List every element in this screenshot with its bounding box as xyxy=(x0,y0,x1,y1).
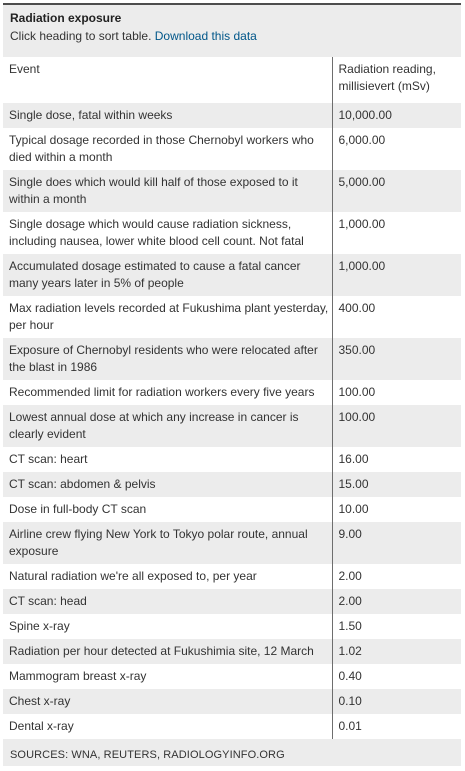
event-cell: Single does which would kill half of those exposed to it within a month xyxy=(3,170,332,212)
column-header-reading[interactable]: Radiation reading, millisievert (mSv) xyxy=(332,57,461,103)
reading-cell: 15.00 xyxy=(332,472,461,497)
table-row xyxy=(3,170,461,212)
reading-cell: 1.02 xyxy=(332,639,461,664)
table-row xyxy=(3,338,461,380)
reading-cell: 1,000.00 xyxy=(332,212,461,254)
widget-header xyxy=(3,5,461,57)
table-row xyxy=(3,714,461,739)
subtitle xyxy=(10,28,454,44)
event-cell: Radiation per hour detected at Fukushimia site, 12 March xyxy=(3,639,332,664)
event-cell: Single dose, fatal within weeks xyxy=(3,103,332,128)
reading-cell: 2.00 xyxy=(332,589,461,614)
table-row xyxy=(3,589,461,614)
event-cell: Dental x-ray xyxy=(3,714,332,739)
event-cell: CT scan: heart xyxy=(3,447,332,472)
table-row xyxy=(3,639,461,664)
table-body xyxy=(3,103,461,739)
reading-cell: 1.50 xyxy=(332,614,461,639)
table-row xyxy=(3,103,461,128)
page-title: Radiation exposure xyxy=(10,11,122,25)
table-row xyxy=(3,447,461,472)
download-data-link[interactable]: Download this data xyxy=(154,29,257,43)
event-cell: Single dosage which would cause radiation sickness, including nausea, lower white blood cell count. Not fatal xyxy=(3,212,332,254)
reading-cell: 9.00 xyxy=(332,522,461,564)
event-cell: CT scan: head xyxy=(3,589,332,614)
reading-cell: 0.10 xyxy=(332,689,461,714)
reading-cell: 0.40 xyxy=(332,664,461,689)
sources-footer: SOURCES: WNA, REUTERS, RADIOLOGYINFO.ORG xyxy=(10,749,285,761)
table-header-row xyxy=(3,57,461,103)
table-row xyxy=(3,128,461,170)
radiation-table xyxy=(3,57,461,739)
reading-cell: 10.00 xyxy=(332,497,461,522)
table-row xyxy=(3,614,461,639)
event-cell: Lowest annual dose at which any increase in cancer is clearly evident xyxy=(3,405,332,447)
event-cell: Max radiation levels recorded at Fukushima plant yesterday, per hour xyxy=(3,296,332,338)
event-cell: Recommended limit for radiation workers every five years xyxy=(3,380,332,405)
event-cell: Natural radiation we're all exposed to, per year xyxy=(3,564,332,589)
column-header-event[interactable]: Event xyxy=(3,57,332,103)
table-row xyxy=(3,564,461,589)
reading-cell: 2.00 xyxy=(332,564,461,589)
table-row xyxy=(3,689,461,714)
table-row xyxy=(3,522,461,564)
reading-cell: 400.00 xyxy=(332,296,461,338)
reading-cell: 350.00 xyxy=(332,338,461,380)
event-cell: Mammogram breast x-ray xyxy=(3,664,332,689)
table-row xyxy=(3,296,461,338)
table-row xyxy=(3,212,461,254)
event-cell: Exposure of Chernobyl residents who were relocated after the blast in 1986 xyxy=(3,338,332,380)
table-row xyxy=(3,380,461,405)
table-row xyxy=(3,664,461,689)
event-cell: Typical dosage recorded in those Chernobyl workers who died within a month xyxy=(3,128,332,170)
table-row xyxy=(3,472,461,497)
radiation-table-widget xyxy=(3,3,461,766)
reading-cell: 10,000.00 xyxy=(332,103,461,128)
table-row xyxy=(3,405,461,447)
reading-cell: 5,000.00 xyxy=(332,170,461,212)
reading-cell: 6,000.00 xyxy=(332,128,461,170)
event-cell: Chest x-ray xyxy=(3,689,332,714)
reading-cell: 100.00 xyxy=(332,405,461,447)
reading-cell: 100.00 xyxy=(332,380,461,405)
event-cell: CT scan: abdomen & pelvis xyxy=(3,472,332,497)
reading-cell: 0.01 xyxy=(332,714,461,739)
event-cell: Airline crew flying New York to Tokyo polar route, annual exposure xyxy=(3,522,332,564)
event-cell: Dose in full-body CT scan xyxy=(3,497,332,522)
table-row xyxy=(3,497,461,522)
reading-cell: 1,000.00 xyxy=(332,254,461,296)
sort-hint-text: Click heading to sort table. xyxy=(10,29,152,43)
event-cell: Spine x-ray xyxy=(3,614,332,639)
table-row xyxy=(3,254,461,296)
reading-cell: 16.00 xyxy=(332,447,461,472)
event-cell: Accumulated dosage estimated to cause a fatal cancer many years later in 5% of people xyxy=(3,254,332,296)
